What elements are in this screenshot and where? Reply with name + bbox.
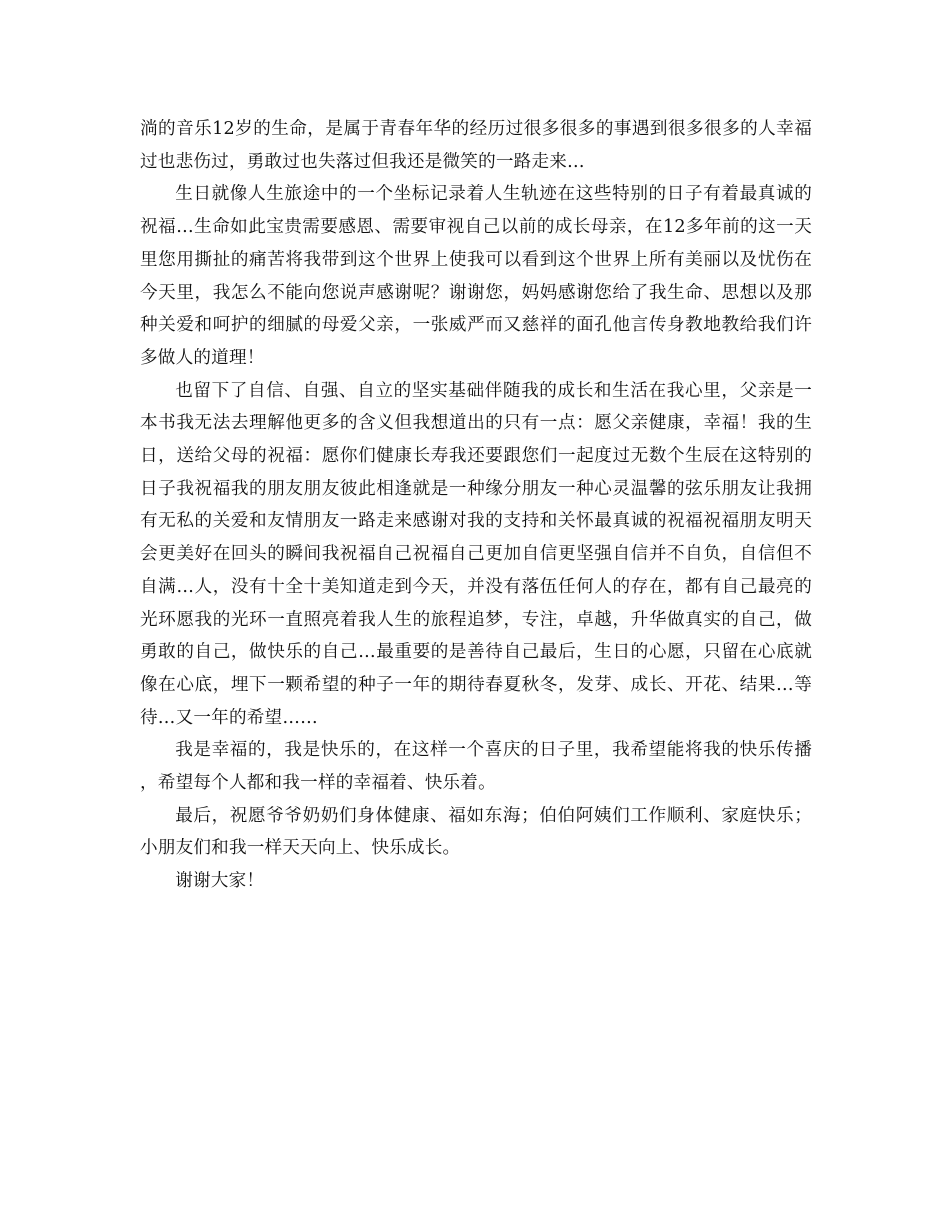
paragraph-father-friends-self: 也留下了自信、自强、自立的坚实基础伴随我的成长和生活在我心里，父亲是一本书我无法去理解他更多的含义但我想道出的只有一点：愿父亲健康，幸福！我的生日，送给父母的祝福：愿你们健康长寿我还要跟您们一起度过无数个生辰在这特别的日子我祝福我的朋友朋友彼此相逢就是一种缘分朋友一种心灵温馨的弦乐朋友让我拥有无私的关爱和友情朋友一路走来感谢对我的支持和关怀最真诚的祝福祝福朋友明天会更美好在回头的瞬间我祝福自己祝福自己更加自信更坚强自信并不自负，自信但不自满…人，没有十全十美知道走到今天，并没有落伍任何人的存在，都有自己最亮的光环愿我的光环一直照亮着我人生的旅程追梦，专注，卓越，升华做真实的自己，做勇敢的自己，做快乐的自己…最重要的是善待自己最后，生日的心愿，只留在心底就像在心底，埋下一颗希望的种子一年的期待春夏秋冬，发芽、成长、开花、结果…等待…又一年的希望…… [140,380,812,728]
paragraph-birthday-parents: 生日就像人生旅途中的一个坐标记录着人生轨迹在这些特别的日子有着最真诚的祝福…生命如此宝贵需要感恩、需要审视自己以前的成长母亲，在12多年前的这一天里您用撕扯的痛苦将我带到这个世界上使我可以看到这个世界上所有美丽以及忧伤在今天里，我怎么不能向您说声感谢呢？谢谢您，妈妈感谢您给了我生命、思想以及那种关爱和呵护的细腻的母爱父亲，一张威严而又慈祥的面孔他言传身教地教给我们许多做人的道理！ [140,184,812,368]
paragraph-happiness: 我是幸福的，我是快乐的，在这样一个喜庆的日子里，我希望能将我的快乐传播，希望每个人都和我一样的幸福着、快乐着。 [140,740,812,794]
document-body [140,113,812,898]
paragraph-continuation: 淌的音乐12岁的生命，是属于青春年华的经历过很多很多的事遇到很多很多的人幸福过也悲伤过，勇敢过也失落过但我还是微笑的一路走来… [140,119,812,172]
paragraph-thanks: 谢谢大家！ [175,871,265,892]
paragraph-wishes: 最后，祝愿爷爷奶奶们身体健康、福如东海；伯伯阿姨们工作顺利、家庭快乐；小朋友们和我一样天天向上、快乐成长。 [140,805,812,859]
